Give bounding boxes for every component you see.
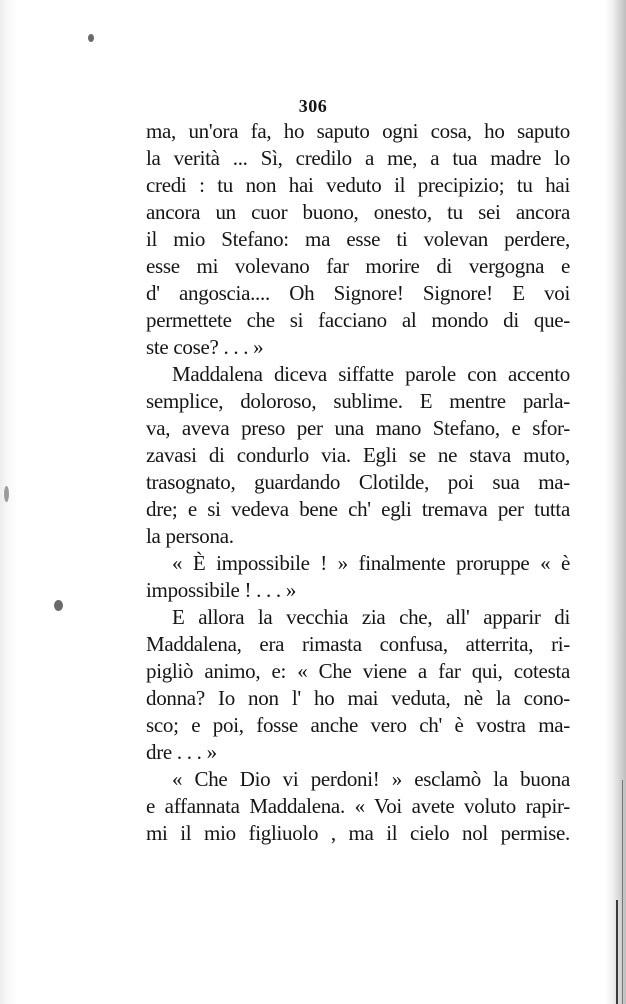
text-line: sco; e poi, fosse anche vero ch' è vostra ma- bbox=[146, 713, 570, 737]
text-line: esse mi volevano far morire di vergogna e bbox=[146, 254, 570, 278]
text-line: il mio Stefano: ma esse ti volevan perdere, bbox=[146, 227, 570, 251]
text-line: dre . . . » bbox=[146, 740, 217, 764]
paper-speck bbox=[4, 486, 9, 502]
text-line: « Che Dio vi perdoni! » esclamò la buona bbox=[172, 767, 570, 791]
paper-speck bbox=[54, 600, 63, 611]
text-line: zavasi di condurlo via. Egli se ne stava muto, bbox=[146, 443, 570, 467]
page-number: 306 bbox=[298, 96, 328, 116]
text-line: ste cose? . . . » bbox=[146, 335, 264, 359]
text-line: E allora la vecchia zia che, all' apparir di bbox=[172, 605, 570, 629]
text-line: pigliò animo, e: « Che viene a far qui, cotesta bbox=[146, 659, 570, 683]
page-edge-shadow bbox=[622, 780, 623, 1004]
text-line: ancora un cuor buono, onesto, tu sei ancora bbox=[146, 200, 570, 224]
text-line: va, aveva preso per una mano Stefano, e sfor- bbox=[146, 416, 570, 440]
text-line: Maddalena, era rimasta confusa, atterrita, ri- bbox=[146, 632, 570, 656]
text-line: donna? Io non l' ho mai veduta, nè la cono- bbox=[146, 686, 570, 710]
text-line: « È impossibile ! » finalmente proruppe « è bbox=[172, 551, 570, 575]
body-text bbox=[146, 118, 570, 847]
paper-speck bbox=[88, 34, 94, 42]
text-line: e affannata Maddalena. « Voi avete voluto rapir- bbox=[146, 794, 570, 818]
page-edge-line bbox=[616, 900, 618, 1004]
text-line: impossibile ! . . . » bbox=[146, 578, 297, 602]
text-line: trasognato, guardando Clotilde, poi sua ma- bbox=[146, 470, 570, 494]
text-line: mi il mio figliuolo , ma il cielo nol permise. bbox=[146, 821, 570, 845]
text-line: d' angoscia.... Oh Signore! Signore! E voi bbox=[146, 281, 570, 305]
text-line: semplice, doloroso, sublime. E mentre parla- bbox=[146, 389, 570, 413]
text-line: ma, un'ora fa, ho saputo ogni cosa, ho saputo bbox=[146, 119, 570, 143]
text-line: la verità ... Sì, credilo a me, a tua madre lo bbox=[146, 146, 570, 170]
text-line: dre; e si vedeva bene ch' egli tremava per tutta bbox=[146, 497, 570, 521]
text-line: credi : tu non hai veduto il precipizio; tu hai bbox=[146, 173, 570, 197]
text-line: permettete che si facciano al mondo di que- bbox=[146, 308, 570, 332]
text-line: Maddalena diceva siffatte parole con accento bbox=[172, 362, 570, 386]
text-line: la persona. bbox=[146, 524, 234, 548]
